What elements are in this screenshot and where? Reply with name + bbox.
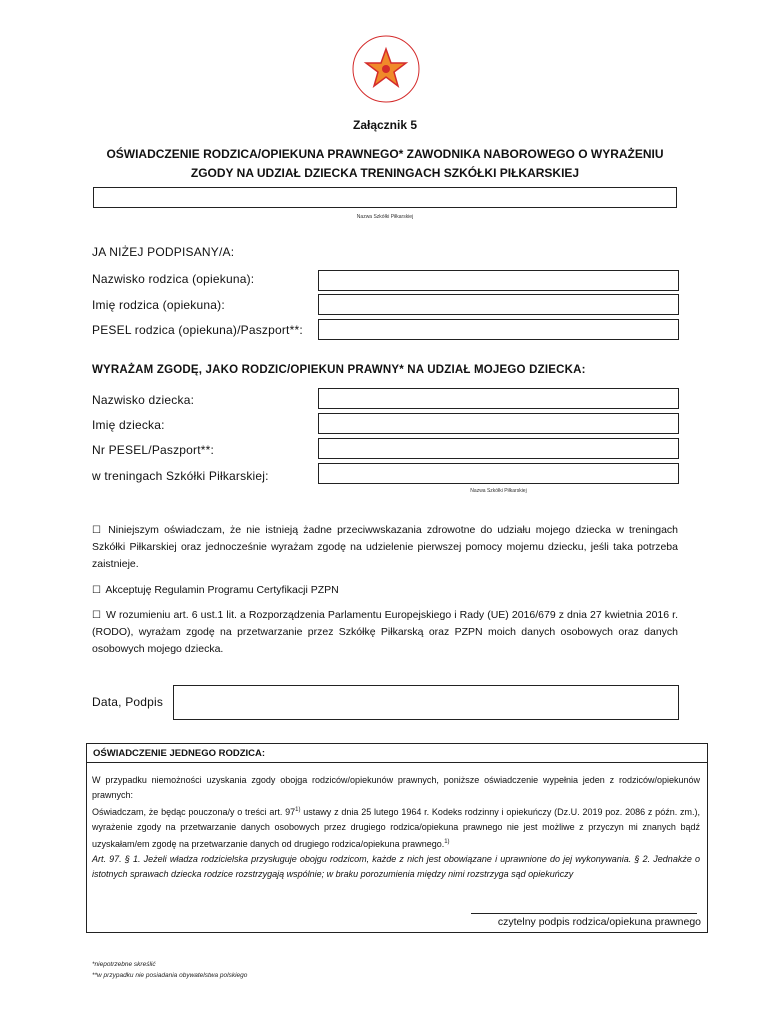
parent-firstname-field[interactable] (318, 294, 679, 315)
regulations-consent (92, 582, 678, 599)
health-consent (92, 522, 678, 573)
health-consent-checkbox[interactable]: ☐ (92, 525, 101, 536)
rodo-consent (92, 607, 678, 658)
training-school-caption: Nazwa Szkółki Piłkarskiej (470, 488, 527, 494)
child-pesel-label: Nr PESEL/Paszport**: (92, 443, 215, 457)
article-97-text: Art. 97. § 1. Jeżeli władza rodzicielska przysługuje obojgu rodzicom, każde z nich jest obowiązane i uprawnione do jej wykonywania. § 2. Jednakże o istotnych sprawach dziecka rodzice rozstrzygają wspólnie; w braku porozumienia między nimi rozstrzyga sąd opiekuńczy (92, 854, 700, 879)
regulations-consent-text: Akceptuję Regulamin Programu Certyfikacji PZPN (105, 584, 339, 596)
single-parent-declaration (86, 743, 708, 933)
school-name-caption: Nazwa Szkółki Piłkarskiej (356, 214, 414, 220)
child-section-heading: WYRAŻAM ZGODĘ, JAKO RODZIC/OPIEKUN PRAWNY* NA UDZIAŁ MOJEGO DZIECKA: (92, 364, 586, 376)
footnote-ref-1: 1) (295, 807, 301, 813)
rodo-consent-text: W rozumieniu art. 6 ust.1 lit. a Rozporządzenia Parlamentu Europejskiego i Rady (UE) 2016/679 z dnia 27 kwietnia 2016 r. (RODO), wyrażam zgodę na przetwarzanie przez Szkółkę Piłkarską oraz PZPN moich danych osobowych oraz danych osobowych mojego dziecka. (92, 609, 678, 655)
heading-divider (87, 762, 707, 763)
date-signature-field[interactable] (173, 685, 679, 720)
child-surname-label: Nazwisko dziecka: (92, 393, 195, 407)
title-line-1: OŚWIADCZENIE RODZICA/OPIEKUNA PRAWNEGO* ZAWODNIKA NABOROWEGO O WYRAŻENIU (106, 147, 664, 161)
single-parent-intro: W przypadku niemożności uzyskania zgody obojga rodziców/opiekunów prawnych, poniższe oświadczenie wypełnia jeden z rodziców/opiekunów prawnych: (92, 775, 700, 800)
signature-line (471, 913, 697, 914)
child-pesel-field[interactable] (318, 438, 679, 459)
parent-firstname-label: Imię rodzica (opiekuna): (92, 298, 225, 312)
star-logo-icon (349, 32, 423, 106)
single-parent-statement (92, 803, 700, 852)
health-consent-text: Niniejszym oświadczam, że nie istnieją żadne przeciwwskazania zdrowotne do udziału mojego dziecka w treningach Szkółki Piłkarskiej oraz jednocześnie wyrażam zgodę na udzielenie pierwszej pomocy mojemu dziecku, jeśli taka potrzeba zaistnieje. (92, 524, 678, 570)
training-school-field[interactable] (318, 463, 679, 484)
document-title (0, 145, 770, 183)
regulations-consent-checkbox[interactable]: ☐ (92, 585, 101, 596)
training-school-label: w treningach Szkółki Piłkarskiej: (92, 469, 269, 483)
school-name-field[interactable] (93, 187, 677, 208)
statement-part-b: ustawy z dnia 25 lutego 1964 r. Kodeks rodzinny i opiekuńczy (Dz.U. 2019 poz. 2086 z późn. zm.), wyrażenie zgody na przetwarzanie danych osobowych przez drugiego rodzica/opiekuna prawnego nie jest możliwe z przyczyn mi znanych bądź uzyskałam/em zgodę na przetwarzanie danych od drugiego rodzica/opiekuna prawnego. (92, 807, 700, 849)
title-line-2: ZGODY NA UDZIAŁ DZIECKA TRENINGACH SZKÓŁKI PIŁKARSKIEJ (190, 166, 580, 180)
parent-surname-field[interactable] (318, 270, 679, 291)
statement-part-a: Oświadczam, że będąc pouczona/y o treści art. 97 (92, 807, 296, 817)
parent-surname-label: Nazwisko rodzica (opiekuna): (92, 272, 255, 286)
attachment-label: Załącznik 5 (352, 118, 418, 132)
parent-pesel-label: PESEL rodzica (opiekuna)/Paszport**: (92, 323, 303, 337)
parent-section-heading: JA NIŻEJ PODPISANY/A: (92, 245, 235, 259)
child-firstname-label: Imię dziecka: (92, 418, 165, 432)
footnote-ref-2: 1) (444, 839, 450, 845)
signature-caption: czytelny podpis rodzica/opiekuna prawnego (497, 916, 701, 928)
date-signature-label: Data, Podpis (92, 695, 164, 709)
parent-pesel-field[interactable] (318, 319, 679, 340)
footnote-1: *niepotrzebne skreślić (92, 961, 156, 968)
rodo-consent-checkbox[interactable]: ☐ (92, 610, 101, 621)
pzpn-certification-logo (349, 32, 423, 106)
single-parent-body (92, 773, 700, 882)
child-surname-field[interactable] (318, 388, 679, 409)
single-parent-heading: OŚWIADCZENIE JEDNEGO RODZICA: (93, 748, 266, 759)
child-firstname-field[interactable] (318, 413, 679, 434)
footnote-2: **w przypadku nie posiadania obywatelstwa polskiego (92, 972, 248, 979)
